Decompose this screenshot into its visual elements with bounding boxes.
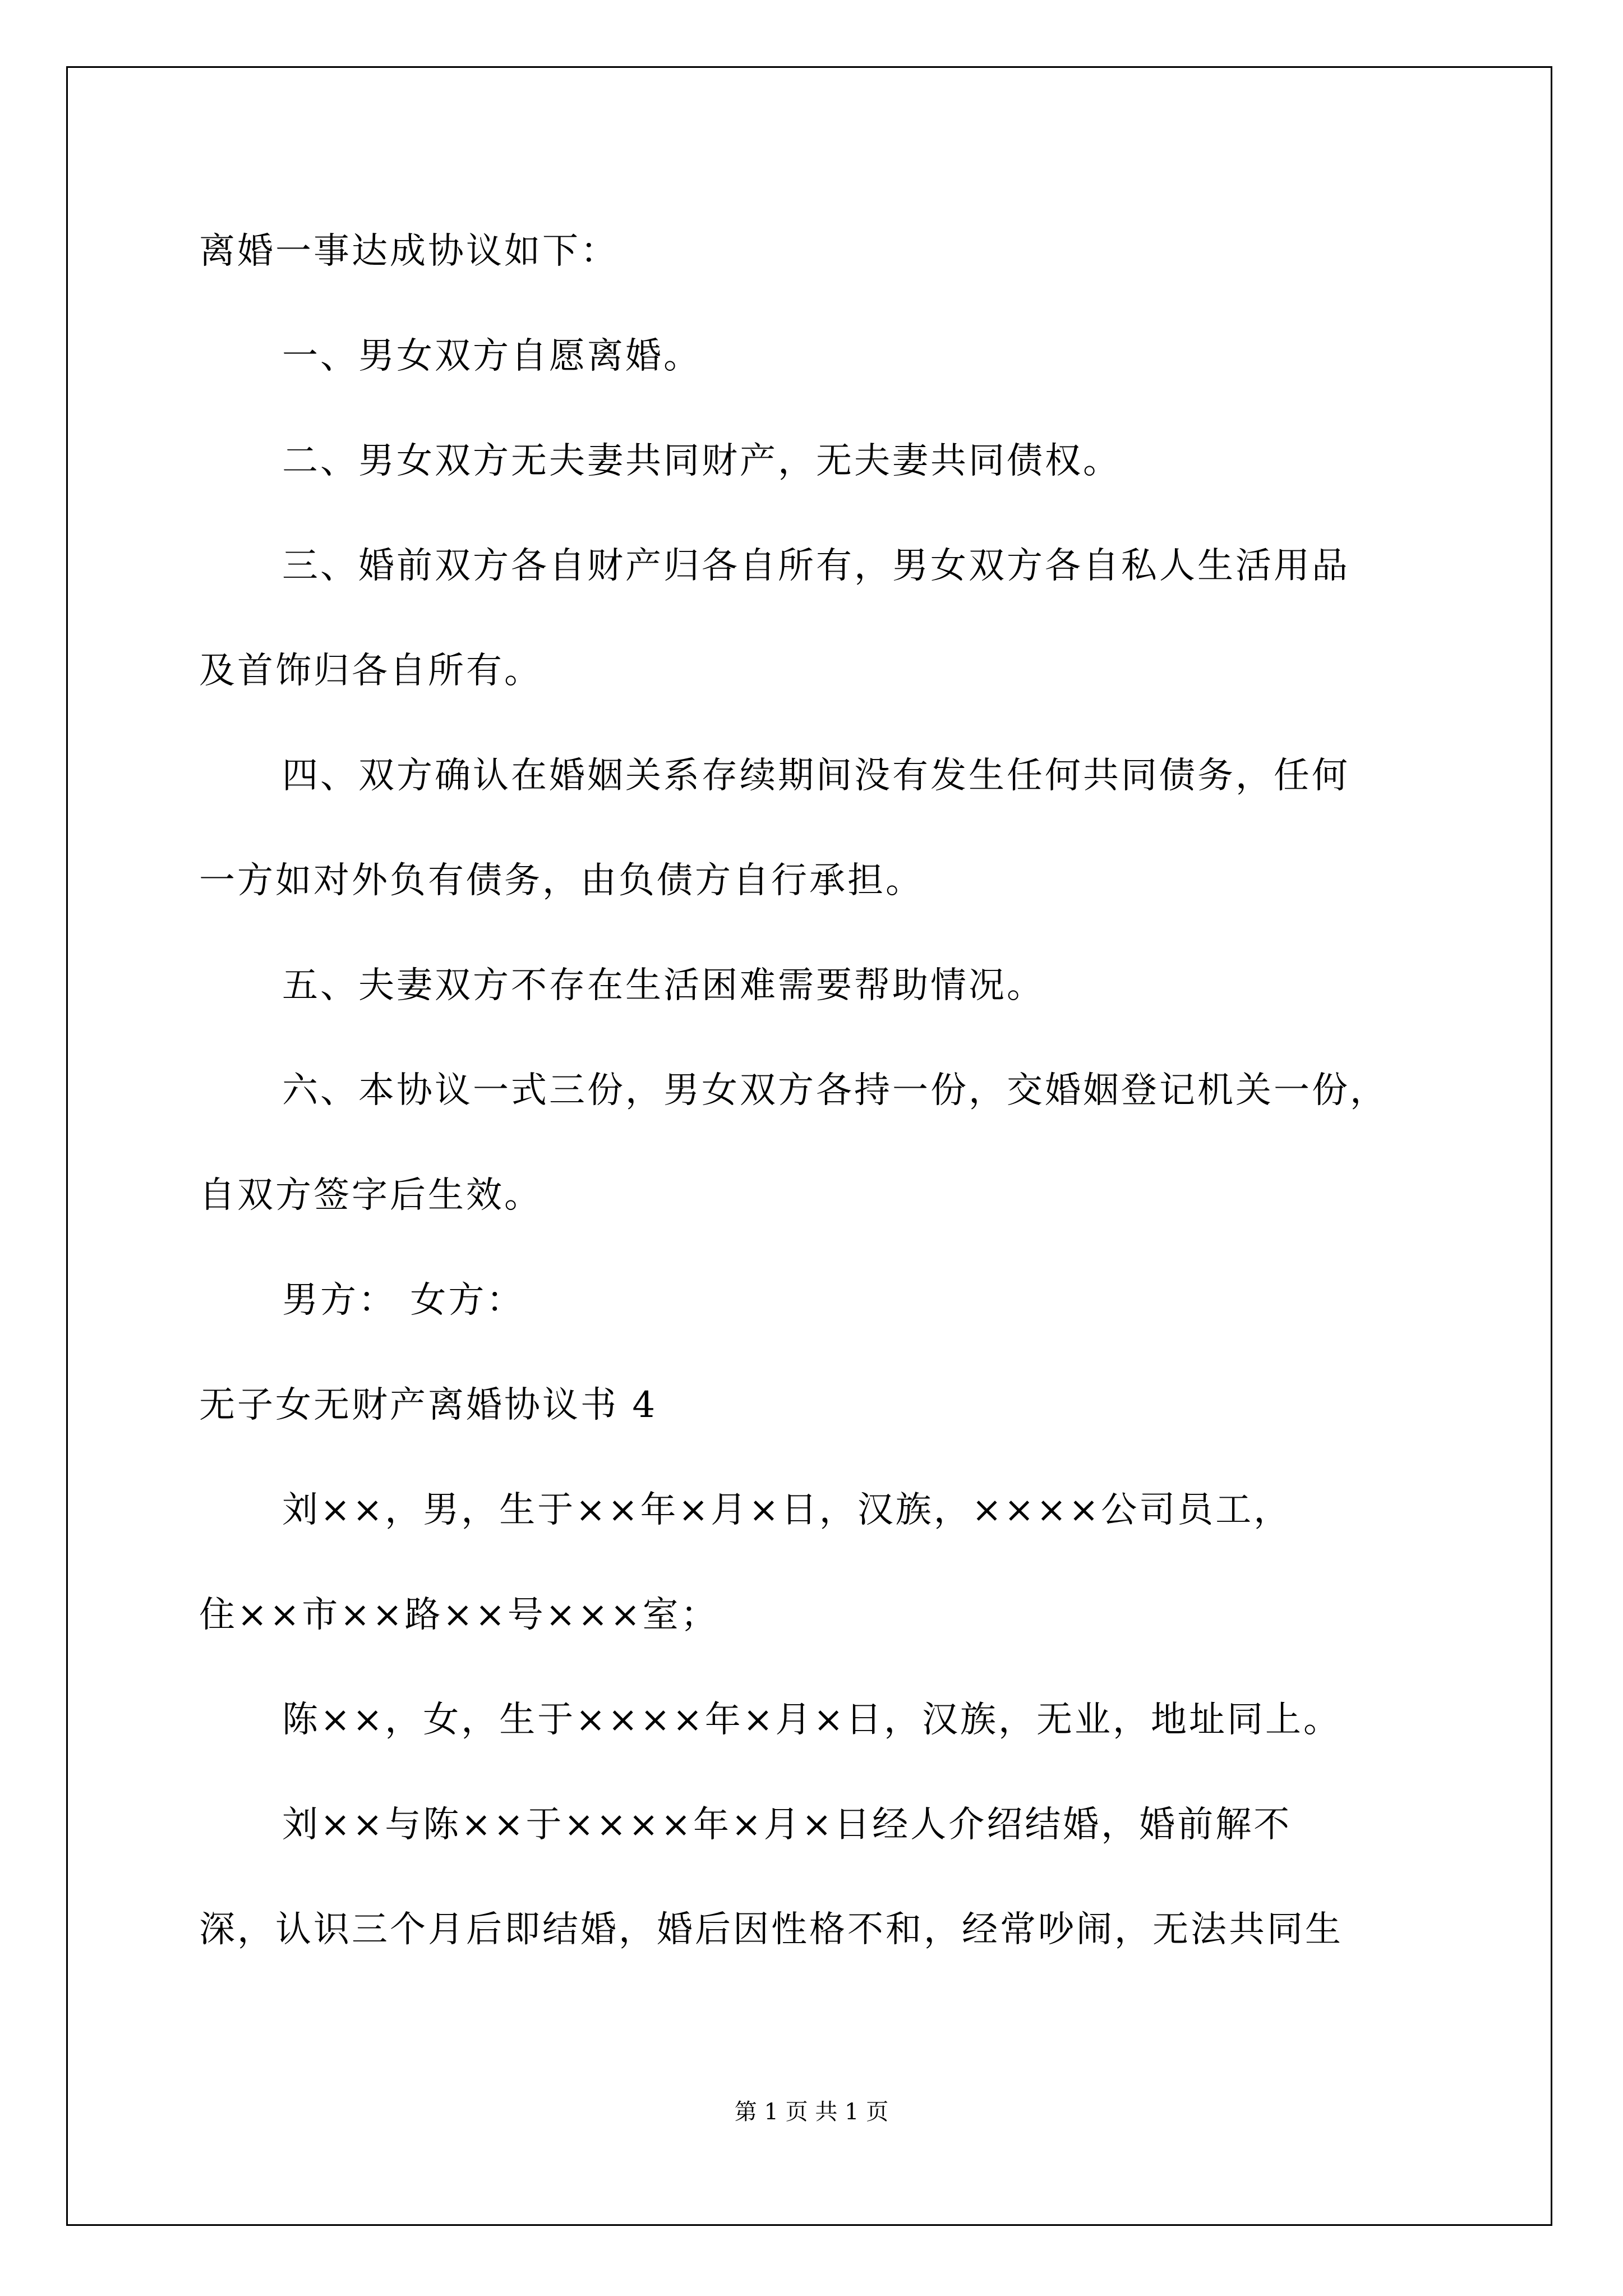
document-line: 深，认识三个月后即结婚，婚后因性格不和，经常吵闹，无法共同生 bbox=[199, 1909, 1343, 1950]
document-line: 二、男女双方无夫妻共同财产，无夫妻共同债权。 bbox=[282, 440, 1121, 482]
document-line: 离婚一事达成协议如下： bbox=[199, 231, 619, 272]
document-body bbox=[199, 199, 1433, 1982]
document-line: 男方： 女方： bbox=[282, 1280, 525, 1321]
document-line: 四、双方确认在婚姻关系存续期间没有发生任何共同债务，任何 bbox=[282, 755, 1350, 797]
document-line: 陈××，女，生于××××年×月×日，汉族，无业，地址同上。 bbox=[282, 1699, 1341, 1741]
document-line: 六、本协议一式三份，男女双方各持一份，交婚姻登记机关一份， bbox=[282, 1070, 1388, 1111]
document-line: 刘××，男，生于××年×月×日，汉族，××××公司员工， bbox=[282, 1489, 1292, 1531]
document-line: 五、夫妻双方不存在生活困难需要帮助情况。 bbox=[282, 965, 1045, 1006]
document-line: 及首饰归各自所有。 bbox=[199, 650, 542, 692]
document-line: 自双方签字后生效。 bbox=[199, 1175, 542, 1216]
document-line: 三、婚前双方各自财产归各自所有，男女双方各自私人生活用品 bbox=[282, 545, 1350, 587]
document-line: 住××市××路××号×××室； bbox=[199, 1594, 719, 1636]
document-line: 一方如对外负有债务，由负债方自行承担。 bbox=[199, 860, 924, 901]
document-line: 无子女无财产离婚协议书 4 bbox=[199, 1384, 658, 1426]
document-line: 一、男女双方自愿离婚。 bbox=[282, 335, 702, 377]
page-footer: 第 1 页 共 1 页 bbox=[734, 2099, 889, 2125]
document-line: 刘××与陈××于××××年×月×日经人介绍结婚，婚前解不 bbox=[282, 1804, 1292, 1846]
